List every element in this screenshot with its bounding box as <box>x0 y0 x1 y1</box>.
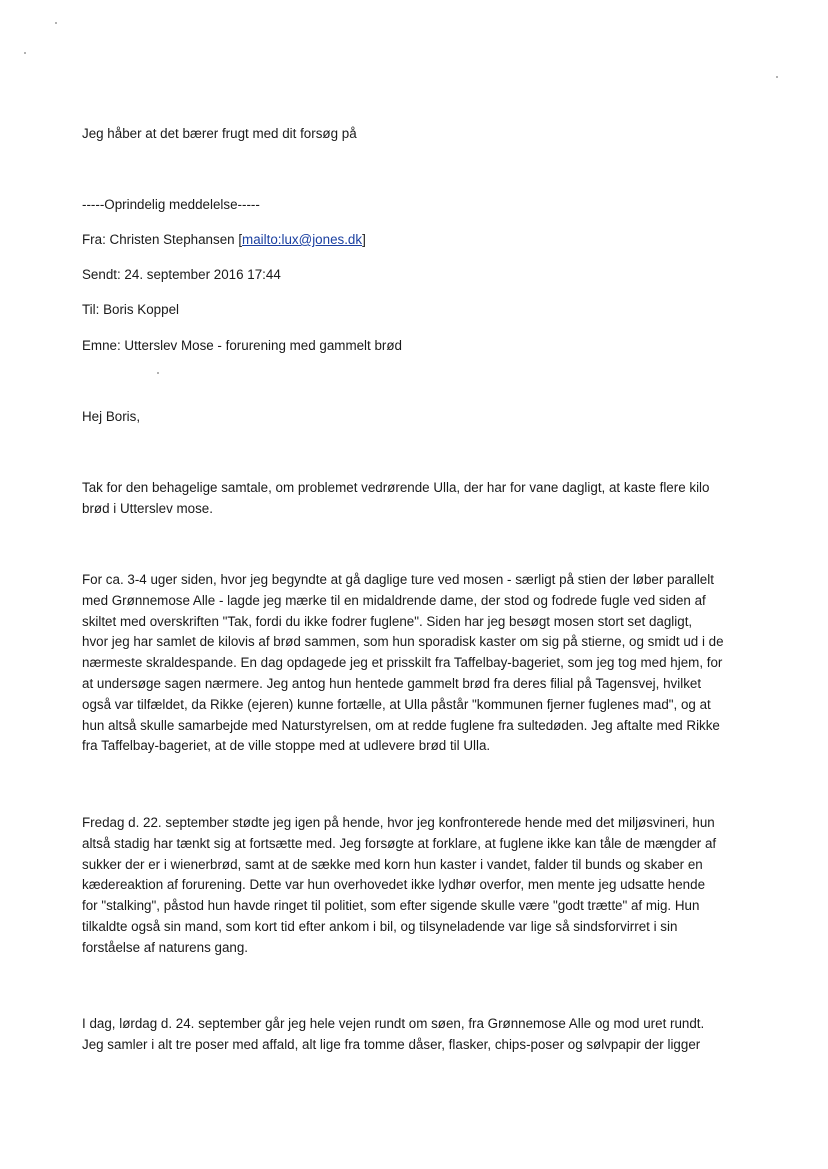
paragraph-line: hun altså skulle samarbejde med Naturstyrelsen, om at redde fuglene fra sultedøden. Jeg aftalte med Rikke <box>82 717 720 733</box>
original-message-separator: -----Oprindelig meddelelse----- <box>82 197 260 212</box>
paragraph-line: skiltet med overskriften "Tak, fordi du ikke fodrer fuglene". Siden har jeg besøgt mosen stort set dagligt, <box>82 613 693 629</box>
paragraph-line: hvor jeg har samlet de kilovis af brød sammen, som hun sporadisk kaster om sig på stierne, og smidt ud i de <box>82 634 724 650</box>
paragraph-line: at undersøge sagen nærmere. Jeg antog hun hentede gammelt brød fra deres filial på Tagensvej, hvilket <box>82 675 702 691</box>
paragraph-1 <box>82 478 752 520</box>
paragraph-line: Tak for den behagelige samtale, om problemet vedrørende Ulla, der har for vane dagligt, at kaste flere kilo <box>82 480 710 495</box>
from-email-link[interactable]: mailto:lux@jones.dk <box>242 232 363 247</box>
paragraph-line: med Grønnemose Alle - lagde jeg mærke til en midaldrende dame, der stod og fodrede fugle ved siden af <box>82 592 706 608</box>
paragraph-line: brød i Utterslev mose. <box>82 500 213 516</box>
scan-speck <box>776 76 778 78</box>
paragraph-line: nærmeste skraldespande. En dag opdagede jeg et prisskilt fra Taffelbay-bageriet, som jeg tog med hjem, for <box>82 655 723 671</box>
paragraph-line: også var tilfældet, da Rikke (ejeren) kunne fortælle, at Ulla påstår "kommunen fjerner fuglenes mad", og at <box>82 696 711 712</box>
paragraph-line: forståelse af naturens gang. <box>82 939 249 955</box>
scan-speck <box>24 52 26 54</box>
to-line: Til: Boris Koppel <box>82 302 179 317</box>
greeting: Hej Boris, <box>82 409 141 424</box>
link-bracket-close: ] <box>362 232 366 247</box>
paragraph-line: fra Taffelbay-bageriet, at de ville stoppe med at udlevere brød til Ulla. <box>82 738 491 754</box>
paragraph-4 <box>82 1014 752 1056</box>
sent-line: Sendt: 24. september 2016 17:44 <box>82 267 281 282</box>
paragraph-3 <box>82 813 752 959</box>
paragraph-line: For ca. 3-4 uger siden, hvor jeg begyndte at gå daglige ture ved mosen - særligt på stien der løber parallelt <box>82 572 714 587</box>
link-bracket-open: [ <box>238 232 243 247</box>
intro-line: Jeg håber at det bærer frugt med dit forsøg på <box>82 126 357 141</box>
from-line <box>82 233 366 246</box>
paragraph-line: Fredag d. 22. september stødte jeg igen på hende, hvor jeg konfronterede hende med det miljøsvineri, hun <box>82 815 715 830</box>
paragraph-line: sukker der er i wienerbrød, samt at de sække med korn hun kaster i vandet, falder til bunds og skaber en <box>82 856 703 872</box>
paragraph-line: kædereaktion af forurening. Dette var hun overhovedet ikke lydhør overfor, men mente jeg udsatte hende <box>82 877 706 893</box>
paragraph-line: Jeg samler i alt tre poser med affald, alt lige fra tomme dåser, flasker, chips-poser og sølvpapir der ligger <box>82 1036 701 1052</box>
paragraph-line: altså stadig har tænkt sig at fortsætte med. Jeg forsøgte at forklare, at fuglene ikke kan tåle de mængder af <box>82 835 717 851</box>
paragraph-2 <box>82 570 752 757</box>
subject-line: Emne: Utterslev Mose - forurening med gammelt brød <box>82 338 403 353</box>
scan-speck <box>55 22 57 24</box>
scan-speck <box>157 372 159 374</box>
paragraph-line: I dag, lørdag d. 24. september går jeg hele vejen rundt om søen, fra Grønnemose Alle og mod uret rundt. <box>82 1016 705 1031</box>
paragraph-line: for "stalking", påstod hun havde ringet til politiet, som efter sigende skulle være "godt trætte" af mig. Hun <box>82 898 700 914</box>
from-label: Fra: Christen Stephansen <box>82 232 239 247</box>
paragraph-line: tilkaldte også sin mand, som kort tid efter ankom i bil, og tilsyneladende var lige så sindsforvirret i sin <box>82 918 678 934</box>
